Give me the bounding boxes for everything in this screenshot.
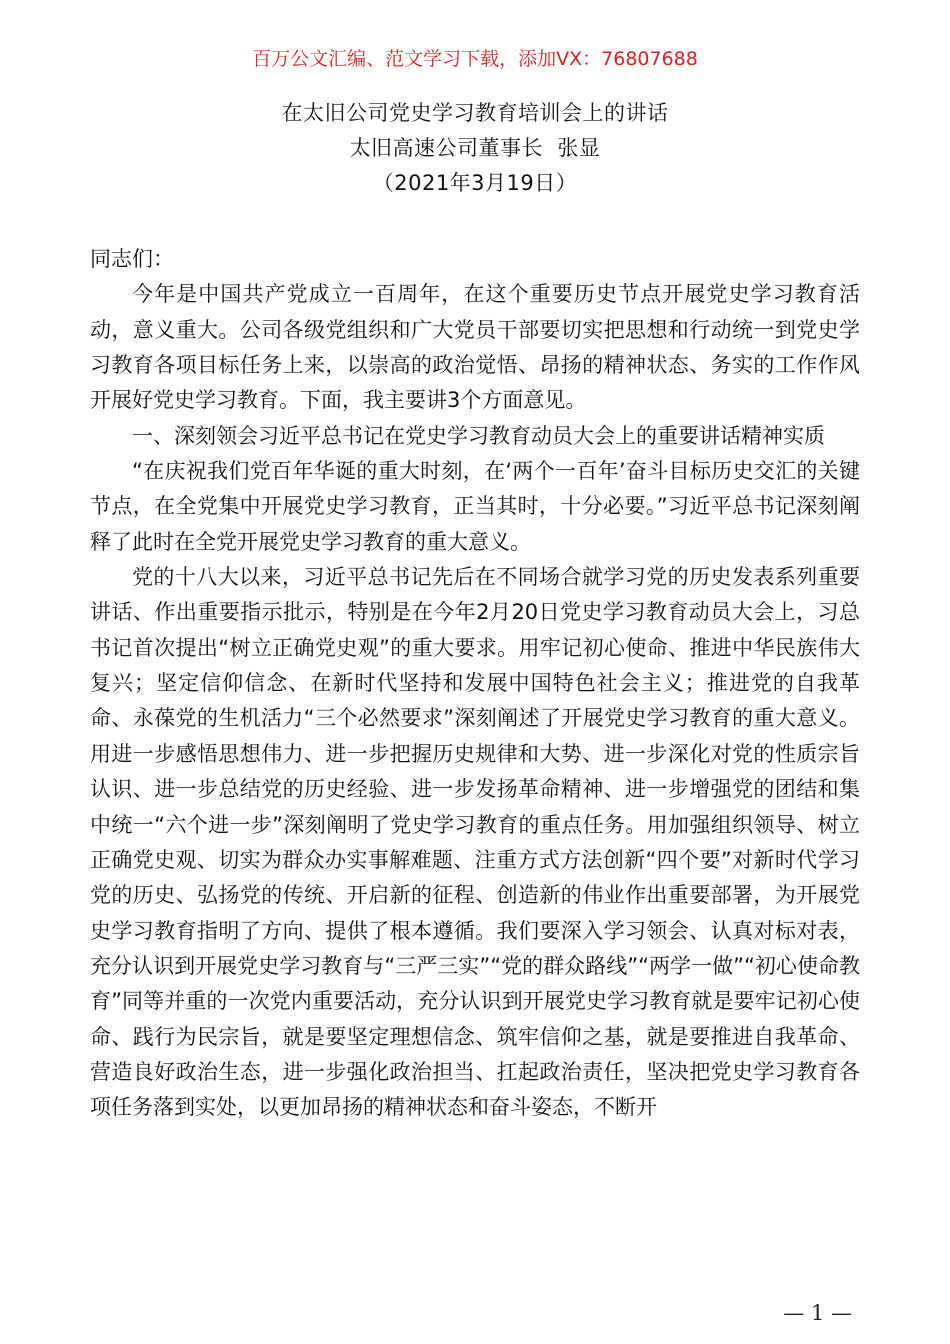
paragraph-main: 党的十八大以来，习近平总书记先后在不同场合就学习党的历史发表系列重要讲话、作出重要指示批示，特别是在今年2月20日党史学习教育动员大会上，习总书记首次提出“树立正确党史观”的重大要求。用牢记初心使命、推进中华民族伟大复兴；坚定信仰信念、在新时代坚持和发展中国特色社会主义；推进党的自我革命、永葆党的生机活力“三个必然要求”深刻阐述了开展党史学习教育的重大意义。用进一步感悟思想伟力、进一步把握历史规律和大势、进一步深化对党的性质宗旨认识、进一步总结党的历史经验、进一步发扬革命精神、进一步增强党的团结和集中统一“六个进一步”深刻阐明了党史学习教育的重点任务。用加强组织领导、树立正确党史观、切实为群众办实事解难题、注重方式方法创新“四个要”对新时代学习党的历史、弘扬党的传统、开启新的征程、创造新的伟业作出重要部署，为开展党史学习教育指明了方向、提供了根本遵循。我们要深入学习领会、认真对标对表，充分认识到开展党史学习教育与“三严三实”“党的群众路线”“两学一做”“初心使命教育”同等并重的一次党内重要活动，充分认识到开展党史学习教育就是要牢记初心使命、践行为民宗旨，就是要坚定理想信念、筑牢信仰之基，就是要推进自我革命、营造良好政治生态，进一步强化政治担当、扛起政治责任，坚决把党史学习教育各项任务落到实处，以更加昂扬的精神状态和奋斗姿态，不断开 xyxy=(90,565,860,1120)
salutation: 同志们： xyxy=(90,247,174,271)
document-title-block xyxy=(0,96,950,201)
document-body xyxy=(90,242,860,1126)
paragraph-quote: “在庆祝我们党百年华诞的重大时刻，在‘两个一百年’奋斗目标历史交汇的关键节点，在全党集中开展党史学习教育，正当其时，十分必要。”习近平总书记深刻阐释了此时在全党开展党史学习教育的重大意义。 xyxy=(90,459,860,554)
speech-date: （2021年3月19日） xyxy=(372,171,578,195)
header-watermark-note: 百万公文汇编、范文学习下载，添加VX：76807688 xyxy=(252,48,698,70)
paragraph-intro: 今年是中国共产党成立一百周年，在这个重要历史节点开展党史学习教育活动，意义重大。公司各级党组织和广大党员干部要切实把思想和行动统一到党史学习教育各项目标任务上来，以崇高的政治觉悟、昂扬的精神状态、务实的工作作风开展好党史学习教育。下面，我主要讲3个方面意见。 xyxy=(90,282,860,413)
section-heading-1: 一、深刻领会习近平总书记在党史学习教育动员大会上的重要讲话精神实质 xyxy=(132,423,825,448)
document-title: 在太旧公司党史学习教育培训会上的讲话 xyxy=(281,101,669,125)
page-number: — 1 — xyxy=(783,1301,852,1325)
speaker-line: 太旧高速公司董事长 张显 xyxy=(349,136,601,160)
